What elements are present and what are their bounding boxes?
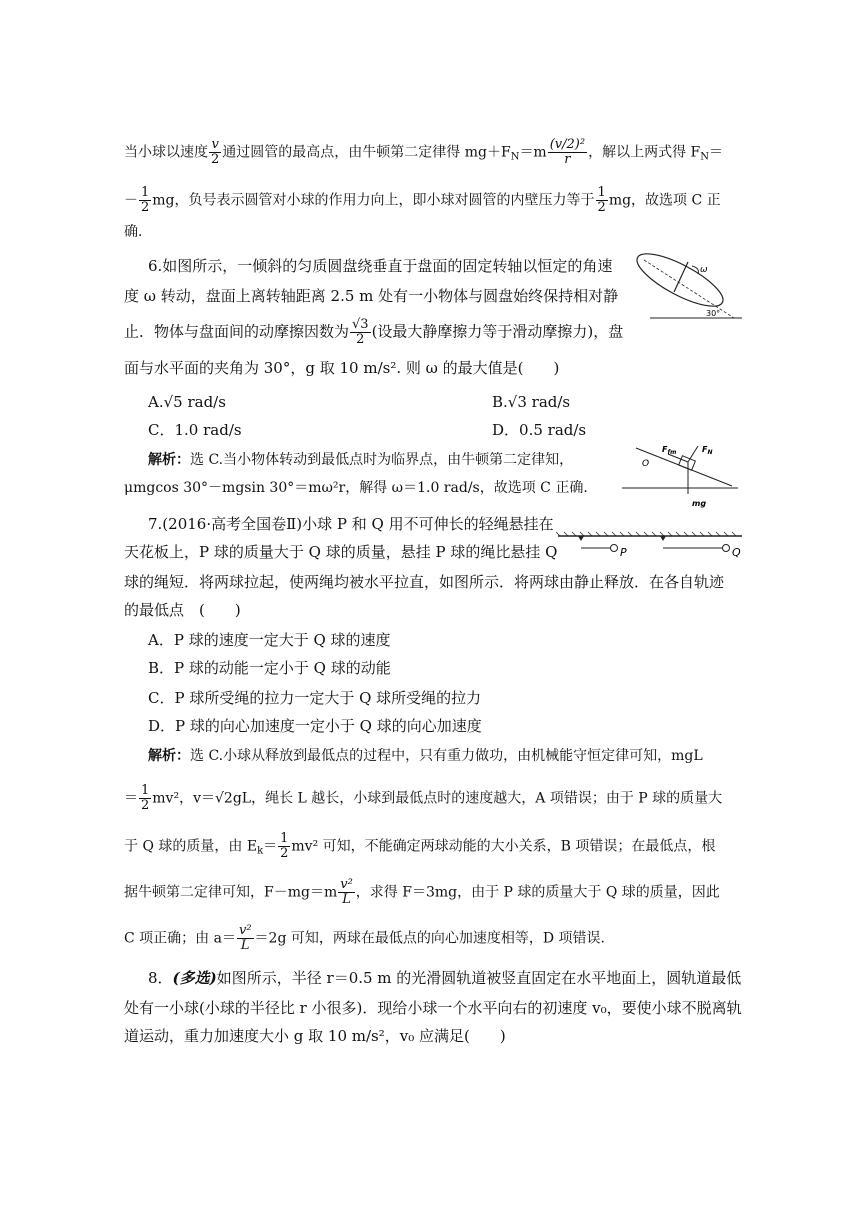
text: 如图所示，半径 r＝0.5 m 的光滑圆轨道被竖直固定在水平地面上，圆轨道最低 — [216, 969, 742, 987]
frac-den: L — [342, 892, 351, 907]
tilted-disk-figure — [630, 252, 742, 324]
frac-num: √3 — [352, 317, 369, 332]
q7-line: 的最低点 ( ) — [124, 601, 241, 619]
q7-line: 天花板上，P 球的质量大于 Q 球的质量，悬挂 P 球的绳比悬挂 Q — [124, 543, 558, 561]
subscript: N — [510, 151, 520, 163]
q8-line: 道运动，重力加速度大小 g 取 10 m/s²，v₀ 应满足( ) — [124, 1027, 506, 1045]
normal-label: F — [702, 445, 708, 454]
svg-text:Ffm — [662, 445, 676, 456]
q6-line: 面与水平面的夹角为 30°，g 取 10 m/s². 则 ω 的最大值是( ) — [124, 359, 560, 377]
text: C 项正确；由 a＝ — [124, 930, 236, 947]
solution-line — [124, 138, 723, 168]
frac-den: L — [240, 938, 250, 953]
q7-solution-line — [124, 784, 722, 813]
solution-line — [124, 186, 721, 215]
fraction — [596, 186, 608, 215]
text: ＝ — [709, 144, 723, 161]
fraction — [548, 138, 587, 167]
frac-num: v² — [340, 877, 353, 892]
q7-solution-line — [148, 746, 703, 766]
q7-solution-line — [124, 924, 605, 953]
option-d: D．P 球的向心加速度一定小于 Q 球的向心加速度 — [148, 717, 482, 735]
frac-num: 1 — [141, 783, 150, 798]
friction-label: F — [662, 445, 668, 454]
frac-den: 2 — [211, 152, 220, 167]
frac-num: (v/2)² — [549, 137, 586, 152]
frac-den: 2 — [356, 332, 365, 347]
option-b: B.√3 rad/s — [492, 393, 571, 411]
q7-solution-line — [124, 832, 715, 862]
q7-solution-line — [124, 878, 720, 907]
fraction — [350, 318, 371, 347]
frac-den: 2 — [280, 846, 289, 861]
svg-text:FN — [702, 445, 713, 456]
frac-den: 2 — [597, 200, 606, 215]
q8-line — [148, 968, 741, 988]
frac-num: 1 — [597, 185, 606, 200]
text: mv²，v＝√2gL，绳长 L 越长，小球到最低点时的速度越大，A 项错误；由于 P 球的质量大 — [152, 790, 723, 807]
subscript: k — [257, 845, 264, 857]
solution-label: 解析： — [148, 748, 190, 764]
q7-line: 7.(2016·高考全国卷Ⅱ)小球 P 和 Q 用不可伸长的轻绳悬挂在 — [148, 515, 554, 533]
fraction — [139, 186, 151, 215]
option-a: A.√5 rad/s — [148, 393, 226, 411]
text: 止．物体与盘面间的动摩擦因数为 — [124, 322, 350, 341]
text: 据牛顿第二定律可知，F－mg＝m — [124, 884, 338, 901]
text: 当小球以速度 — [124, 144, 208, 161]
frac-den: 2 — [141, 200, 150, 215]
frac-den: r — [564, 152, 571, 167]
pendulum-figure — [556, 530, 746, 560]
text: 选 C.当小物体转动到最低点时为临界点，由牛顿第二定律知， — [190, 452, 574, 468]
frac-num: 1 — [141, 185, 150, 200]
text: ，求得 F＝3mg，由于 P 球的质量大于 Q 球的质量，因此 — [355, 884, 720, 901]
solution-label: 解析： — [148, 452, 190, 468]
subscript: N — [700, 151, 709, 163]
fraction — [338, 878, 355, 907]
q6-line: 6.如图所示，一倾斜的匀质圆盘绕垂直于盘面的固定转轴以恒定的角速 — [148, 257, 613, 275]
omega-label: ω — [700, 265, 708, 275]
q6-solution-line — [148, 450, 573, 470]
solution-line: 确. — [124, 224, 143, 240]
gravity-label: mg — [692, 499, 707, 508]
text: (设最大静摩擦力等于滑动摩擦力)，盘 — [371, 322, 624, 341]
text: ，解以上两式得 F — [588, 144, 701, 161]
text: ＝m — [519, 144, 547, 161]
text: ＝ — [124, 790, 138, 807]
option-b: B．P 球的动能一定小于 Q 球的动能 — [148, 659, 391, 677]
fraction — [139, 784, 151, 813]
text: 于 Q 球的质量，由 E — [124, 838, 258, 855]
frac-num: 1 — [280, 831, 289, 846]
text: mg，负号表示圆管对小球的作用力向上，即小球对圆管的内壁压力等于 — [152, 192, 595, 209]
frac-num: v — [209, 138, 221, 153]
text: 通过圆管的最高点，由牛顿第二定律得 mg＋F — [222, 144, 511, 161]
q6-line — [124, 318, 623, 347]
option-d: D．0.5 rad/s — [492, 421, 587, 439]
text: － — [124, 192, 138, 209]
normal-sub: N — [707, 449, 713, 456]
option-c: C．1.0 rad/s — [148, 421, 242, 439]
point-o-label: O — [642, 459, 650, 469]
text: 8． — [148, 969, 173, 987]
fraction — [209, 138, 221, 167]
text: ＝ — [263, 838, 278, 855]
frac-num: v² — [238, 923, 252, 938]
option-a: A．P 球的速度一定大于 Q 球的速度 — [148, 631, 391, 649]
friction-sub: fm — [667, 449, 677, 456]
q7-line: 球的绳短．将两球拉起，使两绳均被水平拉直，如图所示．将两球由静止释放．在各自轨迹 — [124, 573, 725, 591]
q8-line: 处有一小球(小球的半径比 r 小很多)．现给小球一个水平向右的初速度 v₀，要使小球不脱离轨 — [124, 999, 742, 1017]
fraction — [237, 924, 254, 953]
ball-q-label: Q — [732, 546, 741, 559]
q6-line: 度 ω 转动，盘面上离转轴距离 2.5 m 处有一小物体与圆盘始终保持相对静 — [124, 287, 619, 305]
q6-solution-line: μmgcos 30°－mgsin 30°＝mω²r，解得 ω＝1.0 rad/s，故选项 C 正确. — [124, 480, 588, 496]
frac-den: 2 — [141, 798, 150, 813]
force-diagram-figure — [620, 440, 740, 510]
ball-p-label: P — [620, 546, 627, 559]
text: ＝2g 可知，两球在最低点的向心加速度相等，D 项错误. — [254, 930, 605, 947]
text: mv² 可知，不能确定两球动能的大小关系，B 项错误；在最低点，根 — [291, 838, 716, 855]
text: mg，故选项 C 正 — [608, 192, 721, 209]
option-c: C．P 球所受绳的拉力一定大于 Q 球所受绳的拉力 — [148, 689, 482, 707]
multi-select-tag: (多选) — [172, 969, 217, 987]
fraction — [278, 832, 290, 861]
text: 选 C.小球从释放到最低点的过程中，只有重力做功，由机械能守恒定律可知，mgL — [190, 748, 703, 764]
angle-label: 30° — [706, 309, 721, 318]
